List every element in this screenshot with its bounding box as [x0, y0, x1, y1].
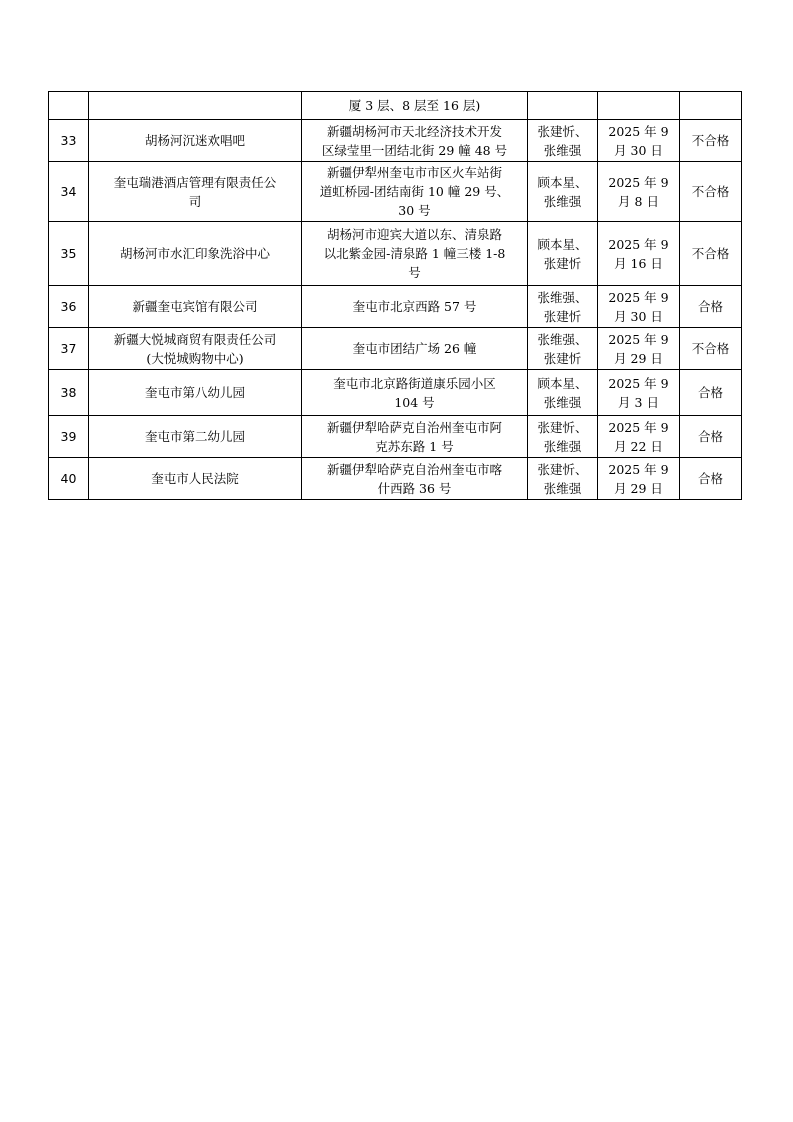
unit-name: 新疆大悦城商贸有限责任公司 (大悦城购物中心): [89, 328, 302, 370]
inspection-date: 2025 年 9 月 16 日: [598, 222, 680, 286]
inspectors: 张建忻、 张维强: [528, 416, 598, 458]
inspection-results-table: [48, 91, 742, 500]
unit-address: 新疆伊犁州奎屯市市区火车站街 道虹桥园-团结南街 10 幢 29 号、 30 号: [302, 162, 528, 222]
inspection-date: [598, 92, 680, 120]
unit-address: 新疆伊犁哈萨克自治州奎屯市阿 克苏东路 1 号: [302, 416, 528, 458]
row-number: 36: [49, 286, 89, 328]
unit-name: 奎屯市人民法院: [89, 458, 302, 500]
inspection-result: 合格: [680, 416, 742, 458]
inspection-date: 2025 年 9 月 8 日: [598, 162, 680, 222]
row-number: 34: [49, 162, 89, 222]
inspection-result: 不合格: [680, 120, 742, 162]
inspection-result: 合格: [680, 370, 742, 416]
unit-name: 奎屯市第八幼儿园: [89, 370, 302, 416]
inspectors: 张维强、 张建忻: [528, 286, 598, 328]
inspection-date: 2025 年 9 月 29 日: [598, 328, 680, 370]
table-row-continued: [49, 92, 742, 120]
unit-address: 新疆胡杨河市天北经济技术开发 区绿莹里一团结北街 29 幢 48 号: [302, 120, 528, 162]
table-row: [49, 328, 742, 370]
inspection-result: 合格: [680, 458, 742, 500]
table-row: [49, 286, 742, 328]
table-row: [49, 222, 742, 286]
inspection-date: 2025 年 9 月 22 日: [598, 416, 680, 458]
unit-name: 奎屯市第二幼儿园: [89, 416, 302, 458]
table-body: [49, 92, 742, 500]
inspectors: [528, 92, 598, 120]
table-row: [49, 458, 742, 500]
inspection-date: 2025 年 9 月 30 日: [598, 286, 680, 328]
unit-address: 新疆伊犁哈萨克自治州奎屯市喀 什西路 36 号: [302, 458, 528, 500]
inspection-result: 不合格: [680, 222, 742, 286]
unit-address: 奎屯市北京路街道康乐园小区 104 号: [302, 370, 528, 416]
unit-address: 奎屯市团结广场 26 幢: [302, 328, 528, 370]
table-row: [49, 162, 742, 222]
inspection-result: 不合格: [680, 162, 742, 222]
inspection-date: 2025 年 9 月 29 日: [598, 458, 680, 500]
inspectors: 张建忻、 张维强: [528, 120, 598, 162]
inspection-result: [680, 92, 742, 120]
inspectors: 张维强、 张建忻: [528, 328, 598, 370]
unit-name: 胡杨河沉迷欢唱吧: [89, 120, 302, 162]
inspection-date: 2025 年 9 月 30 日: [598, 120, 680, 162]
unit-address: 厦 3 层、8 层至 16 层): [302, 92, 528, 120]
inspectors: 顾本星、 张维强: [528, 370, 598, 416]
unit-name: 胡杨河市水汇印象洗浴中心: [89, 222, 302, 286]
inspection-result: 不合格: [680, 328, 742, 370]
row-number: [49, 92, 89, 120]
table-row: [49, 416, 742, 458]
unit-address: 胡杨河市迎宾大道以东、清泉路 以北紫金园-清泉路 1 幢三楼 1-8 号: [302, 222, 528, 286]
unit-name: 奎屯瑞港酒店管理有限责任公 司: [89, 162, 302, 222]
inspectors: 张建忻、 张维强: [528, 458, 598, 500]
inspection-result: 合格: [680, 286, 742, 328]
table-row: [49, 120, 742, 162]
inspectors: 顾本星、 张维强: [528, 162, 598, 222]
row-number: 35: [49, 222, 89, 286]
unit-address: 奎屯市北京西路 57 号: [302, 286, 528, 328]
unit-name: 新疆奎屯宾馆有限公司: [89, 286, 302, 328]
row-number: 33: [49, 120, 89, 162]
row-number: 40: [49, 458, 89, 500]
row-number: 39: [49, 416, 89, 458]
unit-name: [89, 92, 302, 120]
inspectors: 顾本星、 张建忻: [528, 222, 598, 286]
row-number: 37: [49, 328, 89, 370]
inspection-date: 2025 年 9 月 3 日: [598, 370, 680, 416]
table-row: [49, 370, 742, 416]
row-number: 38: [49, 370, 89, 416]
